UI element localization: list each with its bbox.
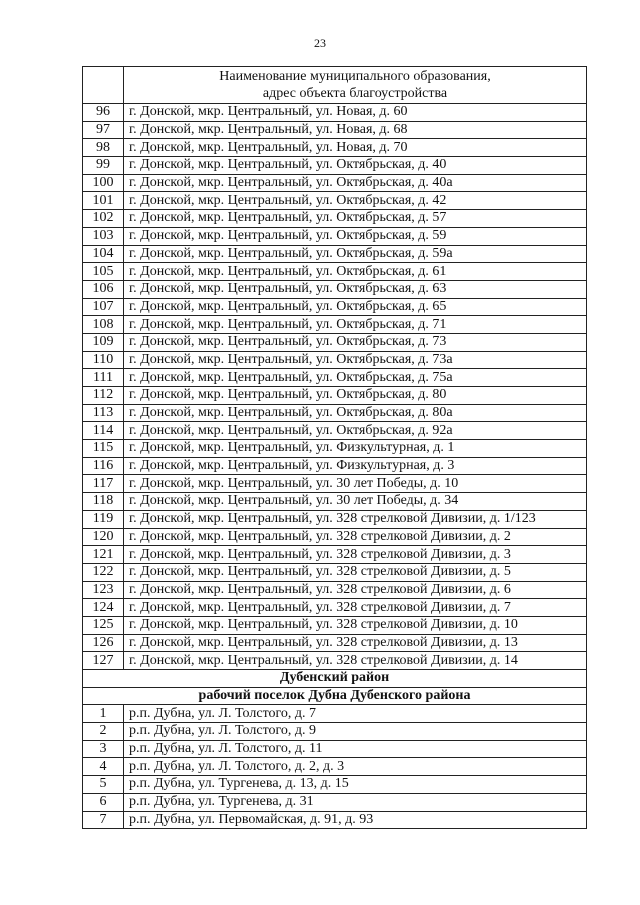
row-address: г. Донской, мкр. Центральный, ул. Октябрьская, д. 92а [124,422,587,440]
table-row [83,740,587,758]
table-row [83,280,587,298]
table-row [83,723,587,741]
table-row [83,387,587,405]
row-address: г. Донской, мкр. Центральный, ул. Октябрьская, д. 59а [124,245,587,263]
row-address: г. Донской, мкр. Центральный, ул. Октябрьская, д. 42 [124,192,587,210]
table-row [83,811,587,829]
table-row [83,351,587,369]
table-row [83,616,587,634]
row-address: р.п. Дубна, ул. Первомайская, д. 91, д. 93 [124,811,587,829]
row-address: г. Донской, мкр. Центральный, ул. Октябрьская, д. 73а [124,351,587,369]
row-number: 125 [83,616,124,634]
row-number: 112 [83,387,124,405]
row-address: г. Донской, мкр. Центральный, ул. 328 стрелковой Дивизии, д. 6 [124,581,587,599]
row-address: г. Донской, мкр. Центральный, ул. Новая, д. 70 [124,139,587,157]
row-number: 119 [83,510,124,528]
row-number: 98 [83,139,124,157]
objects-table [82,66,587,829]
row-address: р.п. Дубна, ул. Л. Толстого, д. 11 [124,740,587,758]
row-address: г. Донской, мкр. Центральный, ул. Октябрьская, д. 80а [124,404,587,422]
table-row [83,121,587,139]
row-number: 105 [83,263,124,281]
row-number: 114 [83,422,124,440]
table-row [83,493,587,511]
row-address: г. Донской, мкр. Центральный, ул. Октябрьская, д. 63 [124,280,587,298]
table-row [83,227,587,245]
row-address: р.п. Дубна, ул. Л. Толстого, д. 2, д. 3 [124,758,587,776]
row-number: 126 [83,634,124,652]
table-row [83,546,587,564]
row-address: г. Донской, мкр. Центральный, ул. 30 лет Победы, д. 10 [124,475,587,493]
table-header-row [83,67,587,104]
table-row [83,793,587,811]
row-address: г. Донской, мкр. Центральный, ул. 328 стрелковой Дивизии, д. 1/123 [124,510,587,528]
row-address: г. Донской, мкр. Центральный, ул. Октябрьская, д. 40 [124,157,587,175]
table-row [83,440,587,458]
table-row [83,634,587,652]
row-address: г. Донской, мкр. Центральный, ул. Новая, д. 60 [124,104,587,122]
row-number: 107 [83,298,124,316]
district-title-row [83,670,587,688]
table-row [83,758,587,776]
row-address: г. Донской, мкр. Центральный, ул. Октябрьская, д. 75а [124,369,587,387]
row-address: г. Донской, мкр. Центральный, ул. Физкультурная, д. 3 [124,457,587,475]
table-row [83,174,587,192]
row-number: 111 [83,369,124,387]
row-address: р.п. Дубна, ул. Тургенева, д. 31 [124,793,587,811]
table-row [83,369,587,387]
table-row [83,263,587,281]
row-number: 106 [83,280,124,298]
table-row [83,475,587,493]
header-number-cell [83,67,124,104]
table-row [83,563,587,581]
row-address: р.п. Дубна, ул. Тургенева, д. 13, д. 15 [124,776,587,794]
row-number: 4 [83,758,124,776]
row-address: г. Донской, мкр. Центральный, ул. Физкультурная, д. 1 [124,440,587,458]
row-number: 2 [83,723,124,741]
table-row [83,157,587,175]
row-address: г. Донской, мкр. Центральный, ул. Октябрьская, д. 40а [124,174,587,192]
row-address: г. Донской, мкр. Центральный, ул. Новая, д. 68 [124,121,587,139]
row-address: г. Донской, мкр. Центральный, ул. 328 стрелковой Дивизии, д. 10 [124,616,587,634]
row-number: 121 [83,546,124,564]
row-number: 5 [83,776,124,794]
table-row [83,510,587,528]
table-row [83,245,587,263]
row-address: р.п. Дубна, ул. Л. Толстого, д. 7 [124,705,587,723]
table-row [83,599,587,617]
row-number: 1 [83,705,124,723]
table-row [83,404,587,422]
page-number: 23 [314,36,326,50]
row-number: 113 [83,404,124,422]
row-number: 120 [83,528,124,546]
row-address: г. Донской, мкр. Центральный, ул. Октябрьская, д. 59 [124,227,587,245]
row-address: г. Донской, мкр. Центральный, ул. Октябрьская, д. 65 [124,298,587,316]
table-row [83,333,587,351]
table-row [83,581,587,599]
row-number: 115 [83,440,124,458]
row-number: 109 [83,333,124,351]
table-row [83,422,587,440]
table-row [83,210,587,228]
row-number: 127 [83,652,124,670]
table-row [83,316,587,334]
table-row [83,192,587,210]
header-title-cell [124,67,587,104]
row-address: р.п. Дубна, ул. Л. Толстого, д. 9 [124,723,587,741]
row-address: г. Донской, мкр. Центральный, ул. 328 стрелковой Дивизии, д. 3 [124,546,587,564]
table-row [83,139,587,157]
table-row [83,776,587,794]
row-number: 117 [83,475,124,493]
row-number: 102 [83,210,124,228]
row-number: 124 [83,599,124,617]
row-number: 3 [83,740,124,758]
row-address: г. Донской, мкр. Центральный, ул. Октябрьская, д. 57 [124,210,587,228]
row-number: 123 [83,581,124,599]
row-address: г. Донской, мкр. Центральный, ул. Октябрьская, д. 73 [124,333,587,351]
row-address: г. Донской, мкр. Центральный, ул. Октябрьская, д. 71 [124,316,587,334]
header-line-1: Наименование муниципального образования, [219,69,491,84]
district-title: Дубенский район [83,670,587,688]
table-row [83,104,587,122]
row-number: 108 [83,316,124,334]
row-number: 122 [83,563,124,581]
row-number: 101 [83,192,124,210]
row-number: 118 [83,493,124,511]
table-row [83,705,587,723]
row-address: г. Донской, мкр. Центральный, ул. 30 лет Победы, д. 34 [124,493,587,511]
row-number: 104 [83,245,124,263]
row-number: 96 [83,104,124,122]
row-address: г. Донской, мкр. Центральный, ул. 328 стрелковой Дивизии, д. 7 [124,599,587,617]
row-number: 116 [83,457,124,475]
row-address: г. Донской, мкр. Центральный, ул. 328 стрелковой Дивизии, д. 13 [124,634,587,652]
header-line-2: адрес объекта благоустройства [262,86,448,101]
row-address: г. Донской, мкр. Центральный, ул. Октябрьская, д. 61 [124,263,587,281]
row-address: г. Донской, мкр. Центральный, ул. Октябрьская, д. 80 [124,387,587,405]
settlement-title-row [83,687,587,705]
table-row [83,652,587,670]
row-address: г. Донской, мкр. Центральный, ул. 328 стрелковой Дивизии, д. 5 [124,563,587,581]
row-number: 100 [83,174,124,192]
row-number: 110 [83,351,124,369]
row-number: 97 [83,121,124,139]
settlement-title: рабочий поселок Дубна Дубенского района [83,687,587,705]
row-number: 7 [83,811,124,829]
row-number: 99 [83,157,124,175]
row-number: 103 [83,227,124,245]
row-address: г. Донской, мкр. Центральный, ул. 328 стрелковой Дивизии, д. 2 [124,528,587,546]
table-row [83,298,587,316]
row-number: 6 [83,793,124,811]
table-row [83,457,587,475]
table-row [83,528,587,546]
row-address: г. Донской, мкр. Центральный, ул. 328 стрелковой Дивизии, д. 14 [124,652,587,670]
